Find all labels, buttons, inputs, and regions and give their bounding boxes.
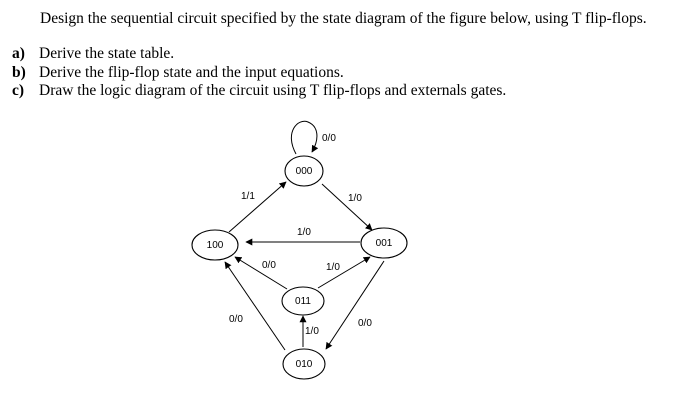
state-001-label: 001 [375,238,393,249]
part-b-text: Derive the flip-flop state and the input equations. [39,63,344,81]
edge-001-to-010 [326,261,384,349]
state-001 [361,228,407,258]
part-a-text: Derive the state table. [39,45,175,62]
edge-000-to-001 [322,184,372,230]
label-001-to-010: 0/0 [358,318,372,329]
label-011-to-100: 0/0 [262,260,276,271]
state-000-label: 000 [295,166,313,177]
label-010-to-011: 1/0 [305,326,319,337]
state-000 [285,156,323,186]
state-100-label: 100 [206,240,224,251]
edge-010-to-100 [225,262,285,350]
label-011-to-001: 1/0 [326,262,340,273]
state-011 [282,287,324,315]
label-000-to-001: 1/0 [348,193,362,204]
problem-intro: Design the sequential circuit specified by the state diagram of the figure below, using T flip-flops. [40,10,647,27]
edge-011-to-100 [235,257,287,289]
part-a-letter: a) [12,45,25,62]
state-010 [283,349,325,379]
label-000-self: 0/0 [322,133,336,144]
edge-100-to-000 [229,182,286,232]
label-010-to-100: 0/0 [229,314,243,325]
part-c-text: Draw the logic diagram of the circuit using T flip-flops and externals gates. [39,82,507,99]
part-c-letter: c) [12,82,25,99]
edge-000-self [291,121,317,154]
label-100-to-000: 1/1 [241,191,255,202]
state-010-label: 010 [295,359,313,370]
part-b-letter: b) [12,63,26,81]
state-011-label: 011 [295,296,311,307]
state-100 [192,230,238,260]
label-001-to-100: 1/0 [297,227,311,238]
